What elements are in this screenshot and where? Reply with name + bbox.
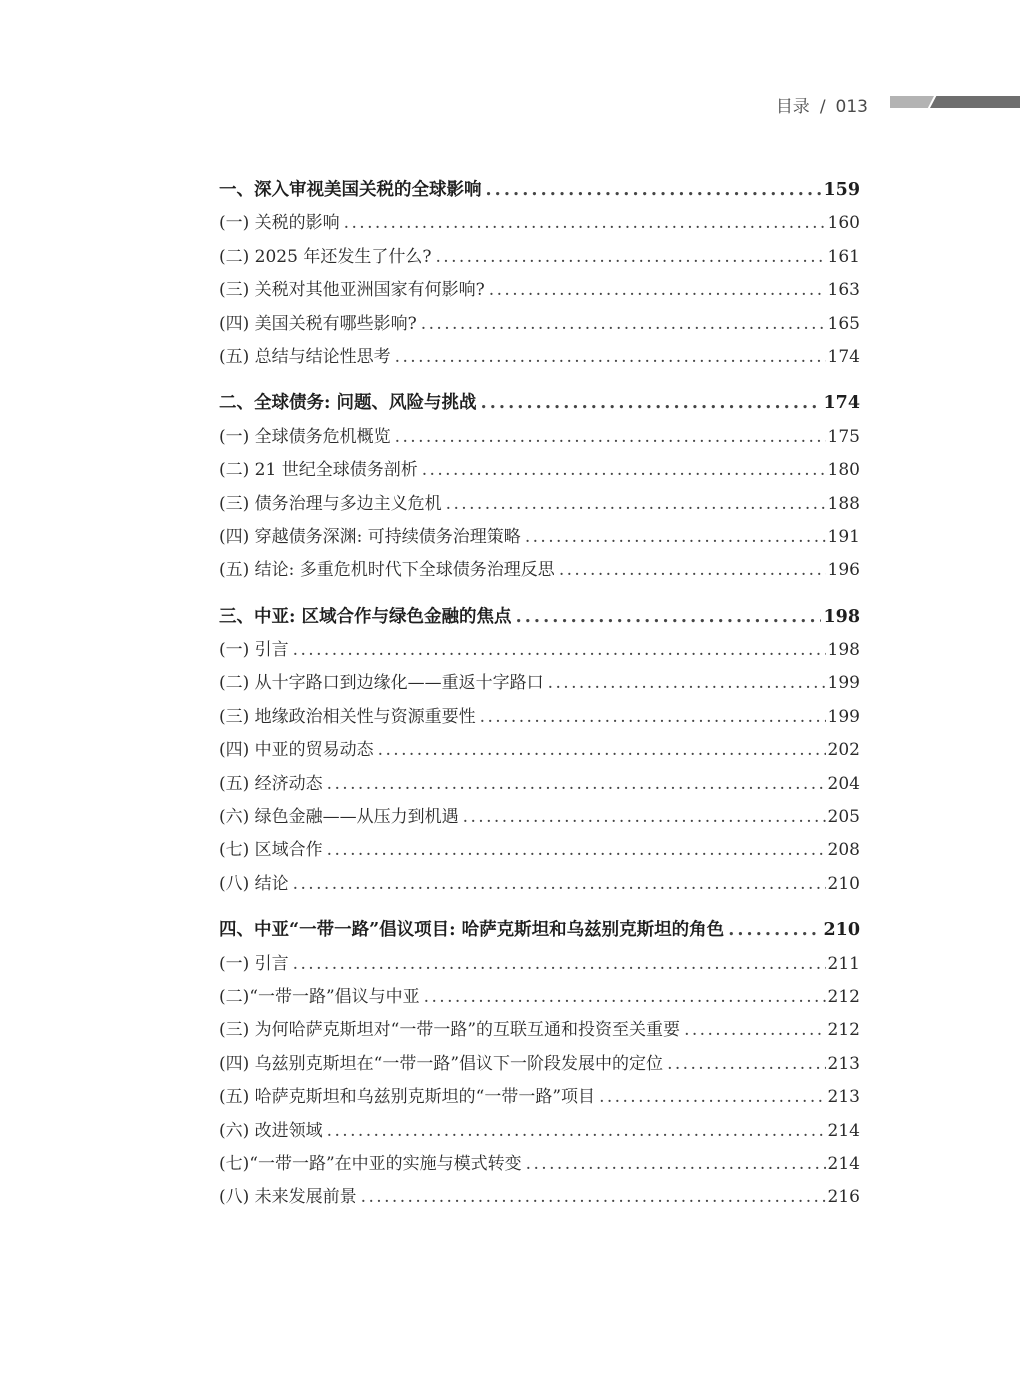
toc-section <box>219 914 860 1215</box>
toc-chapter-entry-page-number: 174 <box>823 393 860 414</box>
dot-leader <box>525 521 826 554</box>
dot-leader <box>424 981 826 1014</box>
toc-subsection-entry-page-number: 188 <box>827 493 860 514</box>
dot-leader <box>395 341 826 374</box>
toc-subsection-entry-page-number: 161 <box>827 246 860 267</box>
toc-chapter-entry-title: 三、中亚: 区域合作与绿色金融的焦点 <box>219 606 512 627</box>
dot-leader <box>480 701 826 734</box>
toc-subsection-entry-title: (二)“一带一路”倡议与中亚 <box>219 986 420 1007</box>
header-page-number: 013 <box>835 97 868 117</box>
header-section-label: 目录 <box>775 97 810 117</box>
toc-subsection-entry-title: (二) 2025 年还发生了什么? <box>219 246 432 267</box>
dot-leader <box>516 601 822 634</box>
toc-subsection-entry-page-number: 196 <box>827 560 860 581</box>
toc-subsection-entry[interactable] <box>219 207 860 240</box>
toc-subsection-entry[interactable] <box>219 341 860 374</box>
toc-chapter-entry-page-number: 198 <box>823 606 860 627</box>
toc-subsection-entry-page-number: 160 <box>827 213 860 234</box>
toc-subsection-entry-page-number: 213 <box>827 1053 860 1074</box>
toc-subsection-entry-title: (七) 区域合作 <box>219 840 323 861</box>
toc-chapter-entry-title: 四、中亚“一带一路”倡议项目: 哈萨克斯坦和乌兹别克斯坦的角色 <box>219 920 725 941</box>
dot-leader <box>293 634 826 667</box>
toc-subsection-entry-title: (五) 哈萨克斯坦和乌兹别克斯坦的“一带一路”项目 <box>219 1087 596 1108</box>
toc-subsection-entry-title: (七)“一带一路”在中亚的实施与模式转变 <box>219 1153 522 1174</box>
toc-subsection-entry[interactable] <box>219 667 860 700</box>
toc-subsection-entry[interactable] <box>219 421 860 454</box>
toc-subsection-entry-page-number: 211 <box>827 953 860 974</box>
toc-subsection-entry[interactable] <box>219 1048 860 1081</box>
toc-chapter-entry-page-number: 159 <box>823 180 860 200</box>
toc-subsection-entry[interactable] <box>219 701 860 734</box>
dot-leader <box>559 554 826 587</box>
dot-leader <box>667 1048 825 1081</box>
toc-subsection-entry-page-number: 212 <box>827 986 860 1007</box>
dot-leader <box>728 914 821 947</box>
toc-subsection-entry-title: (六) 改进领域 <box>219 1120 323 1141</box>
toc-subsection-entry-title: (八) 未来发展前景 <box>219 1187 357 1208</box>
toc-chapter-entry[interactable] <box>219 601 860 634</box>
toc-subsection-entry[interactable] <box>219 1148 860 1181</box>
toc-subsection-entry-title: (一) 关税的影响 <box>219 213 340 234</box>
toc-subsection-entry-page-number: 199 <box>827 706 860 727</box>
toc-subsection-entry-page-number: 212 <box>827 1020 860 1041</box>
toc-subsection-entry-title: (三) 关税对其他亚洲国家有何影响? <box>219 280 485 301</box>
toc-chapter-entry-title: 二、全球债务: 问题、风险与挑战 <box>219 393 477 414</box>
dot-leader <box>293 948 826 981</box>
dot-leader <box>446 488 826 521</box>
dot-leader <box>327 768 826 801</box>
toc-subsection-entry-title: (三) 债务治理与多边主义危机 <box>219 493 442 514</box>
toc-subsection-entry-title: (四) 美国关税有哪些影响? <box>219 313 417 334</box>
header-decoration-bar-light <box>890 96 934 108</box>
running-header <box>0 92 1020 116</box>
toc-subsection-entry[interactable] <box>219 274 860 307</box>
toc-subsection-entry-title: (五) 经济动态 <box>219 773 323 794</box>
toc-subsection-entry-title: (八) 结论 <box>219 873 289 894</box>
dot-leader <box>435 241 825 274</box>
dot-leader <box>327 1115 826 1148</box>
toc-subsection-entry-title: (三) 为何哈萨克斯坦对“一带一路”的互联互通和投资至关重要 <box>219 1020 681 1041</box>
toc-section <box>219 601 860 902</box>
toc-subsection-entry-title: (五) 结论: 多重危机时代下全球债务治理反思 <box>219 560 555 581</box>
toc-subsection-entry-title: (五) 总结与结论性思考 <box>219 346 391 367</box>
toc-subsection-entry[interactable] <box>219 1081 860 1114</box>
toc-subsection-entry-title: (二) 从十字路口到边缘化——重返十字路口 <box>219 673 544 694</box>
toc-subsection-entry-title: (四) 穿越债务深渊: 可持续债务治理策略 <box>219 526 521 547</box>
toc-subsection-entry[interactable] <box>219 308 860 341</box>
toc-subsection-entry-page-number: 202 <box>827 740 860 761</box>
toc-subsection-entry-page-number: 163 <box>827 280 860 301</box>
toc-section <box>219 174 860 374</box>
dot-leader <box>327 834 826 867</box>
toc-subsection-entry-page-number: 198 <box>827 640 860 661</box>
dot-leader <box>599 1081 825 1114</box>
toc-subsection-entry[interactable] <box>219 801 860 834</box>
toc-subsection-entry[interactable] <box>219 948 860 981</box>
dot-leader <box>361 1181 826 1214</box>
toc-subsection-entry-page-number: 191 <box>827 526 860 547</box>
toc-subsection-entry-title: (三) 地缘政治相关性与资源重要性 <box>219 706 476 727</box>
dot-leader <box>481 387 822 420</box>
toc-subsection-entry[interactable] <box>219 1115 860 1148</box>
dot-leader <box>378 734 826 767</box>
dot-leader <box>293 868 826 901</box>
toc-subsection-entry-page-number: 174 <box>827 346 860 367</box>
toc-subsection-entry-page-number: 165 <box>827 313 860 334</box>
dot-leader <box>395 421 826 454</box>
toc-subsection-entry-page-number: 210 <box>827 873 860 894</box>
toc-subsection-entry-title: (一) 全球债务危机概览 <box>219 426 391 447</box>
toc-subsection-entry[interactable] <box>219 834 860 867</box>
toc-subsection-entry[interactable] <box>219 634 860 667</box>
toc-subsection-entry-page-number: 205 <box>827 807 860 828</box>
header-separator: / <box>819 97 826 117</box>
toc-subsection-entry[interactable] <box>219 981 860 1014</box>
toc-subsection-entry[interactable] <box>219 454 860 487</box>
dot-leader <box>421 308 826 341</box>
toc-subsection-entry-page-number: 214 <box>827 1120 860 1141</box>
toc-chapter-entry[interactable] <box>219 174 860 207</box>
toc-subsection-entry[interactable] <box>219 1014 860 1047</box>
toc-subsection-entry[interactable] <box>219 1181 860 1214</box>
toc-subsection-entry-title: (六) 绿色金融——从压力到机遇 <box>219 807 459 828</box>
toc-subsection-entry-title: (四) 乌兹别克斯坦在“一带一路”倡议下一阶段发展中的定位 <box>219 1053 664 1074</box>
header-decoration-bar-dark <box>930 96 1020 108</box>
toc-subsection-entry-page-number: 180 <box>827 460 860 481</box>
toc-subsection-entry[interactable] <box>219 768 860 801</box>
toc-subsection-entry-page-number: 199 <box>827 673 860 694</box>
toc-subsection-entry-page-number: 175 <box>827 426 860 447</box>
header-text <box>776 92 868 117</box>
table-of-contents <box>219 174 860 1228</box>
dot-leader <box>422 454 826 487</box>
toc-subsection-entry-title: (二) 21 世纪全球债务剖析 <box>219 460 418 481</box>
toc-subsection-entry-page-number: 213 <box>827 1087 860 1108</box>
dot-leader <box>463 801 826 834</box>
toc-subsection-entry-title: (四) 中亚的贸易动态 <box>219 740 374 761</box>
dot-leader <box>344 207 826 240</box>
dot-leader <box>486 174 822 207</box>
toc-chapter-entry-title: 一、深入审视美国关税的全球影响 <box>219 180 482 200</box>
toc-subsection-entry[interactable] <box>219 554 860 587</box>
toc-subsection-entry-page-number: 216 <box>827 1187 860 1208</box>
toc-subsection-entry-page-number: 208 <box>827 840 860 861</box>
dot-leader <box>489 274 826 307</box>
toc-subsection-entry[interactable] <box>219 868 860 901</box>
toc-subsection-entry-page-number: 214 <box>827 1153 860 1174</box>
toc-subsection-entry[interactable] <box>219 521 860 554</box>
toc-chapter-entry[interactable] <box>219 914 860 947</box>
toc-subsection-entry[interactable] <box>219 241 860 274</box>
toc-section <box>219 387 860 587</box>
toc-subsection-entry-title: (一) 引言 <box>219 640 289 661</box>
toc-subsection-entry[interactable] <box>219 734 860 767</box>
toc-subsection-entry-page-number: 204 <box>827 773 860 794</box>
toc-chapter-entry[interactable] <box>219 387 860 420</box>
dot-leader <box>684 1014 825 1047</box>
toc-chapter-entry-page-number: 210 <box>823 920 860 941</box>
dot-leader <box>548 667 826 700</box>
toc-subsection-entry[interactable] <box>219 488 860 521</box>
dot-leader <box>526 1148 826 1181</box>
toc-subsection-entry-title: (一) 引言 <box>219 953 289 974</box>
